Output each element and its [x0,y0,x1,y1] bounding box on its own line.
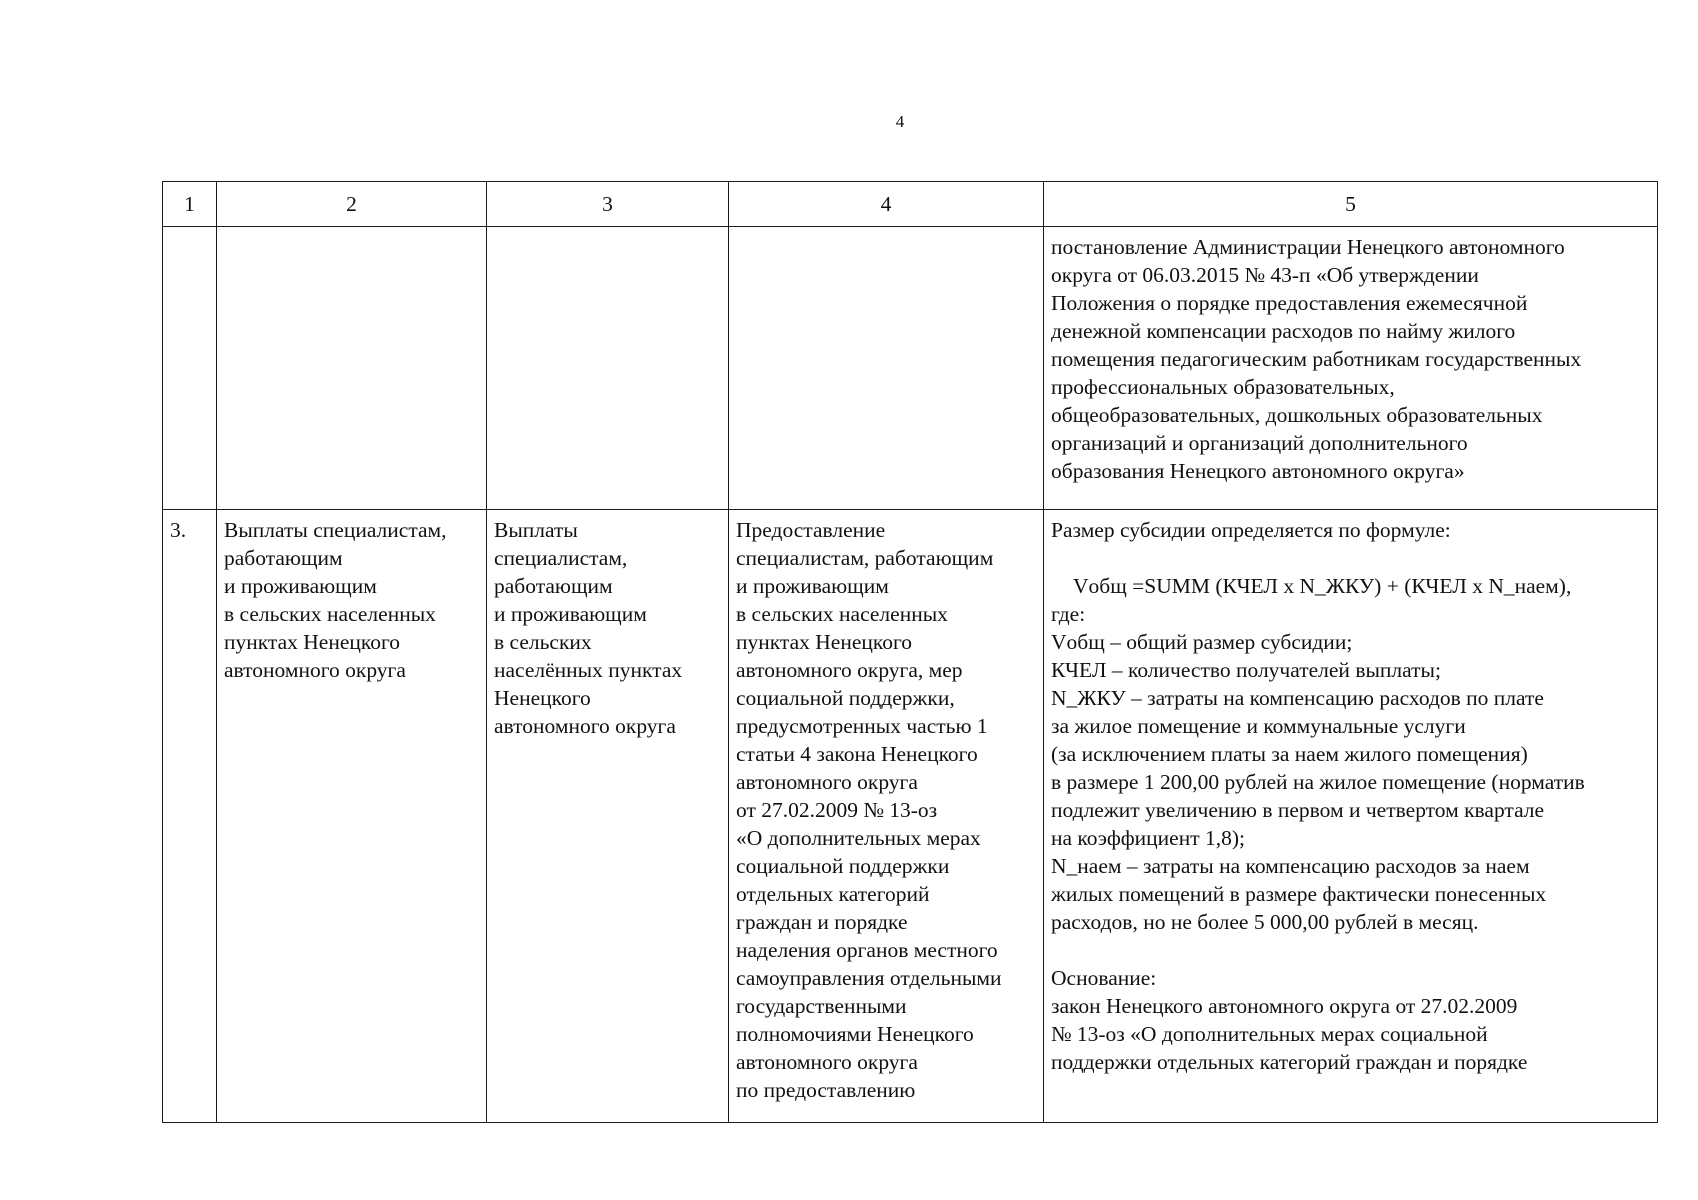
cell-calculation-basis: постановление Администрации Ненецкого автономного округа от 06.03.2015 № 43-п «Об утверждении Положения о порядке предоставления ежемесячной денежной компенсации расходов по найму жилого помещения педагогическим работникам государственных профессиональных образовательных, общеобразовательных, дошкольных образовательных организаций и организаций дополнительного образования Ненецкого автономного округа» [1044,227,1658,510]
legal-basis: Основание: закон Ненецкого автономного округа от 27.02.2009 № 13-оз «О дополнительных мерах социальной поддержки отдельных категорий граждан и порядке [1051,966,1528,1074]
cell-purpose: Предоставление специалистам, работающим и проживающим в сельских населенных пунктах Ненецкого автономного округа, мер социальной поддержки, предусмотренных частью 1 статьи 4 закона Ненецкого автономного округа от 27.02.2009 № 13-оз «О дополнительных мерах социальной поддержки отдельных категорий граждан и порядке наделения органов местного самоуправления отдельными государственными полномочиями Ненецкого автономного округа по предоставлению [729,510,1044,1123]
header-col-3: 3 [487,182,729,227]
spacer [1051,936,1652,964]
measures-table [162,181,1658,1123]
cell-calculation-basis [1044,510,1658,1123]
header-col-4: 4 [729,182,1044,227]
header-col-2: 2 [217,182,487,227]
cell-subsidy-name [487,227,729,510]
table-row-3 [163,510,1658,1123]
table-row-continuation [163,227,1658,510]
subsidy-formula: Vобщ =SUMM (КЧЕЛ x N_ЖКУ) + (КЧЕЛ x N_наем), [1073,574,1572,598]
cell-number: 3. [163,510,217,1123]
cell-subsidy-name: Выплаты специалистам, работающим и проживающим в сельских населённых пунктах Ненецкого автономного округа [487,510,729,1123]
cell-measure-name [217,227,487,510]
formula-definitions: где: Vобщ – общий размер субсидии; КЧЕЛ – количество получателей выплаты; N_ЖКУ – затраты на компенсацию расходов по плате за жилое помещение и коммунальные услуги (за исключением платы за наем жилого помещения) в размере 1 200,00 рублей на жилое помещение (норматив подлежит увеличению в первом и четвертом квартале на коэффициент 1,8); N_наем – затраты на компенсацию расходов за наем жилых помещений в размере фактически понесенных расходов, но не более 5 000,00 рублей в месяц. [1051,602,1585,934]
cell-purpose [729,227,1044,510]
page-number: 4 [895,112,905,131]
formula-intro: Размер субсидии определяется по формуле: [1051,518,1451,542]
table-header-row [163,182,1658,227]
header-col-1: 1 [163,182,217,227]
header-col-5: 5 [1044,182,1658,227]
cell-number [163,227,217,510]
spacer [1051,544,1652,572]
cell-measure-name: Выплаты специалистам, работающим и проживающим в сельских населенных пунктах Ненецкого автономного округа [217,510,487,1123]
